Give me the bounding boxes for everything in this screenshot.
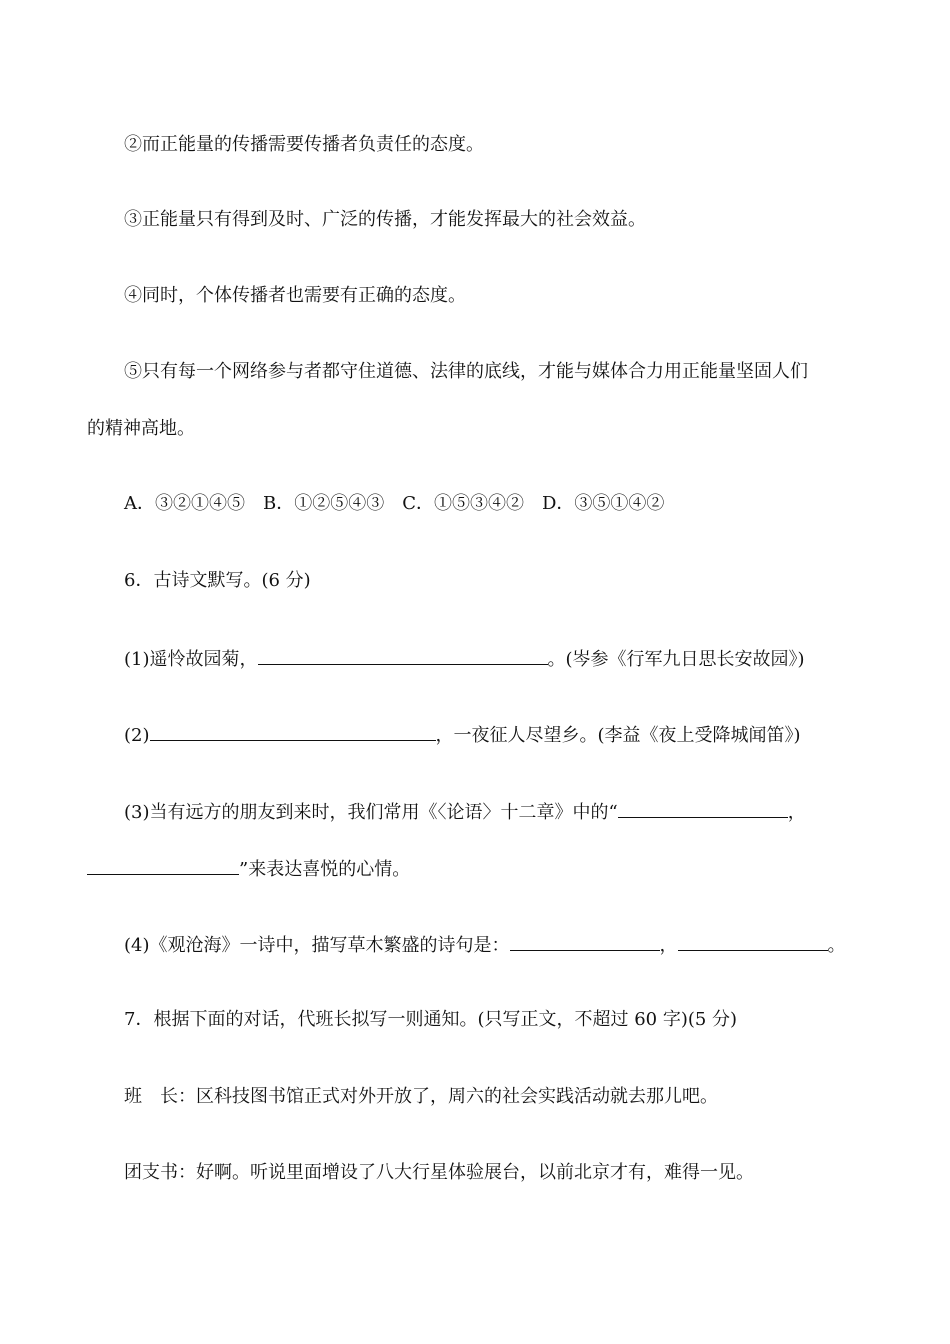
question-6-part-4: [124, 932, 846, 958]
q6-p4-blank-1[interactable]: [510, 932, 660, 951]
q6-p4-comma: ，: [659, 935, 678, 956]
q6-p4-end: 。: [827, 935, 846, 956]
question-6-part-1: [124, 646, 805, 672]
q6-p1-source: 。(岑参《行军九日思长安故园》): [547, 649, 805, 670]
q6-p4-text: (4)《观沧海》一诗中，描写草木繁盛的诗句是：: [124, 935, 510, 956]
reorder-item-2: ②而正能量的传播需要传播者负责任的态度。: [124, 134, 484, 155]
question-6-part-3-line1: [124, 799, 806, 825]
question-6-title: 6．古诗文默写。(6 分): [124, 570, 311, 591]
dialogue-league-secretary: 团支书：好啊。听说里面增设了八大行星体验展台，以前北京才有，难得一见。: [124, 1162, 754, 1183]
q6-p3-text: (3)当有远方的朋友到来时，我们常用《〈论语〉十二章》中的“: [124, 802, 618, 823]
answer-options: A．③②①④⑤ B．①②⑤④③ C．①⑤③④② D．③⑤①④②: [124, 493, 665, 514]
q6-p3-comma: ，: [787, 802, 806, 823]
q6-p3-tail: ”来表达喜悦的心情。: [239, 859, 411, 880]
q6-p1-blank[interactable]: [258, 646, 548, 665]
q6-p3-blank-1[interactable]: [618, 799, 788, 818]
q6-p2-blank[interactable]: [150, 722, 436, 741]
q6-p2-source: ，一夜征人尽望乡。(李益《夜上受降城闻笛》): [435, 725, 801, 746]
q6-p3-blank-2[interactable]: [87, 856, 239, 875]
dialogue-monitor: 班 长：区科技图书馆正式对外开放了，周六的社会实践活动就去那儿吧。: [124, 1086, 718, 1107]
reorder-item-4: ④同时，个体传播者也需要有正确的态度。: [124, 285, 466, 306]
q6-p1-text: (1)遥怜故园菊，: [124, 649, 258, 670]
reorder-item-5-line1: ⑤只有每一个网络参与者都守住道德、法律的底线，才能与媒体合力用正能量坚固人们: [124, 361, 808, 382]
q6-p2-text: (2): [124, 725, 150, 746]
reorder-item-5-line2: 的精神高地。: [87, 418, 195, 439]
question-6-part-2: [124, 722, 801, 748]
question-7-title: 7．根据下面的对话，代班长拟写一则通知。(只写正文，不超过 60 字)(5 分): [124, 1009, 738, 1030]
reorder-item-3: ③正能量只有得到及时、广泛的传播，才能发挥最大的社会效益。: [124, 209, 646, 230]
q6-p4-blank-2[interactable]: [678, 932, 828, 951]
question-6-part-3-line2: [87, 856, 410, 882]
